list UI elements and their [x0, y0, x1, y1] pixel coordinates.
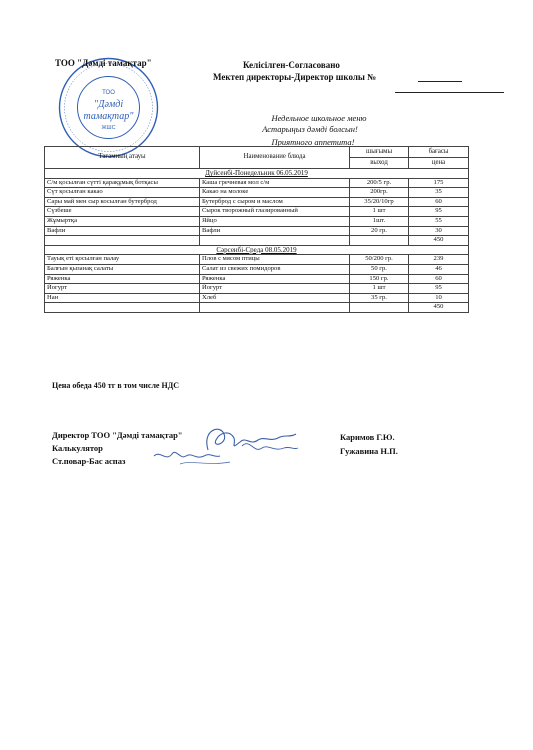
- dish-ru: Какао на молоке: [200, 188, 350, 198]
- dish-price: 95: [409, 207, 469, 217]
- day-total: 450: [409, 303, 469, 313]
- day-total: 450: [409, 236, 469, 246]
- dish-kz: Жұмыртқа: [45, 216, 200, 226]
- seal-name-2: тамақтар": [83, 111, 134, 122]
- dish-ru: Хлеб: [200, 293, 350, 303]
- dish-ru: Вафли: [200, 226, 350, 236]
- school-director-label: Мектеп директоры-Директор школы №: [213, 72, 377, 82]
- dish-yield: 1шт.: [350, 216, 409, 226]
- dish-ru: Йогурт: [200, 284, 350, 294]
- table-row: [45, 226, 469, 236]
- seal-name-1: "Дәмді: [93, 99, 124, 110]
- dish-ru: Бутерброд с сыром и маслом: [200, 197, 350, 207]
- handwritten-signatures: [150, 420, 300, 472]
- dish-ru: Ряженка: [200, 274, 350, 284]
- accountant-title: Калькулятор: [52, 443, 103, 453]
- dish-kz: С/м қосылған сүтті қарақұмық ботқасы: [45, 178, 200, 188]
- dish-yield: 50 гр.: [350, 264, 409, 274]
- dish-yield: 200гр.: [350, 188, 409, 198]
- table-row: [45, 293, 469, 303]
- day-title: Дүйсенбі-Понедельник 06.05.2019: [45, 169, 469, 179]
- menu-wish-kazakh: Астарыңыз дәмді болсын!: [262, 124, 358, 134]
- table-row: [45, 284, 469, 294]
- dish-ru: Каша гречневая мол с/м: [200, 178, 350, 188]
- dish-price: 46: [409, 264, 469, 274]
- dish-price: 10: [409, 293, 469, 303]
- dish-kz: Йогурт: [45, 284, 200, 294]
- dish-ru: Салат из свежих помидоров: [200, 264, 350, 274]
- header-price-ru: цена: [409, 158, 469, 169]
- table-header-row: [45, 147, 469, 158]
- approved-label: Келісілген-Согласовано: [243, 60, 340, 70]
- dish-kz: Сүт қосылған какао: [45, 188, 200, 198]
- company-name-header: ТОО "Дәмді тамақтар": [55, 58, 152, 68]
- dish-yield: 1 шт: [350, 284, 409, 294]
- total-row: [45, 303, 469, 313]
- school-number-blank: [418, 71, 462, 82]
- header-name-ru: Наименование блюда: [200, 147, 350, 169]
- dish-price: 60: [409, 274, 469, 284]
- day-title: Сәрсенбі-Среда 08.05.2019: [45, 245, 469, 255]
- dish-kz: Нан: [45, 293, 200, 303]
- header-yield-kz: шығымы: [350, 147, 409, 158]
- table-row: [45, 207, 469, 217]
- day-title-row: [45, 169, 469, 179]
- table-row: [45, 178, 469, 188]
- dish-yield: 20 гр.: [350, 226, 409, 236]
- total-row: [45, 236, 469, 246]
- dish-kz: Балғын қызанақ салаты: [45, 264, 200, 274]
- seal-top-text: ТОО: [102, 90, 115, 96]
- seal-bottom-text: ЖШС: [101, 125, 116, 131]
- table-row: [45, 255, 469, 265]
- dish-kz: Сары май мен сыр косылған бутерброд: [45, 197, 200, 207]
- director-title: Директор ТОО "Дәмді тамақтар": [52, 430, 183, 440]
- header-yield-ru: выход: [350, 158, 409, 169]
- dish-price: 35: [409, 188, 469, 198]
- table-row: [45, 197, 469, 207]
- dish-kz: Сүзбеше: [45, 207, 200, 217]
- header-price-kz: бағасы: [409, 147, 469, 158]
- dish-price: 60: [409, 197, 469, 207]
- director-name: Каримов Г.Ю.: [340, 432, 395, 442]
- dish-price: 55: [409, 216, 469, 226]
- table-row: [45, 274, 469, 284]
- dish-yield: 200/5 гр.: [350, 178, 409, 188]
- dish-price: 95: [409, 284, 469, 294]
- dish-yield: 35/20/10гр: [350, 197, 409, 207]
- table-row: [45, 188, 469, 198]
- table-row: [45, 264, 469, 274]
- menu-title: Недельное школьное меню: [271, 113, 367, 123]
- dish-yield: 1 шт: [350, 207, 409, 217]
- dish-price: 30: [409, 226, 469, 236]
- dish-ru: Плов с мясом птицы: [200, 255, 350, 265]
- day-title-row: [45, 245, 469, 255]
- dish-yield: 150 гр.: [350, 274, 409, 284]
- accountant-name: Гужавина Н.П.: [340, 446, 398, 456]
- menu-wish-russian: Приятного аппетита!: [271, 137, 355, 147]
- header-name-kz: Тағамның атауы: [45, 147, 200, 169]
- table-row: [45, 216, 469, 226]
- dish-price: 239: [409, 255, 469, 265]
- lunch-price-note: Цена обеда 450 тг в том числе НДС: [52, 381, 179, 390]
- dish-kz: Тауық еті қосылған палау: [45, 255, 200, 265]
- dish-kz: Вафли: [45, 226, 200, 236]
- dish-ru: Сырок творожный глазированный: [200, 207, 350, 217]
- dish-yield: 35 гр.: [350, 293, 409, 303]
- director-signature-line: [395, 92, 504, 93]
- dish-price: 175: [409, 178, 469, 188]
- dish-kz: Ряженка: [45, 274, 200, 284]
- company-seal: [57, 56, 160, 159]
- chef-title: Ст.повар-Бас аспаз: [52, 456, 126, 466]
- dish-ru: Яйцо: [200, 216, 350, 226]
- dish-yield: 50/200 гр.: [350, 255, 409, 265]
- menu-table: [44, 146, 469, 313]
